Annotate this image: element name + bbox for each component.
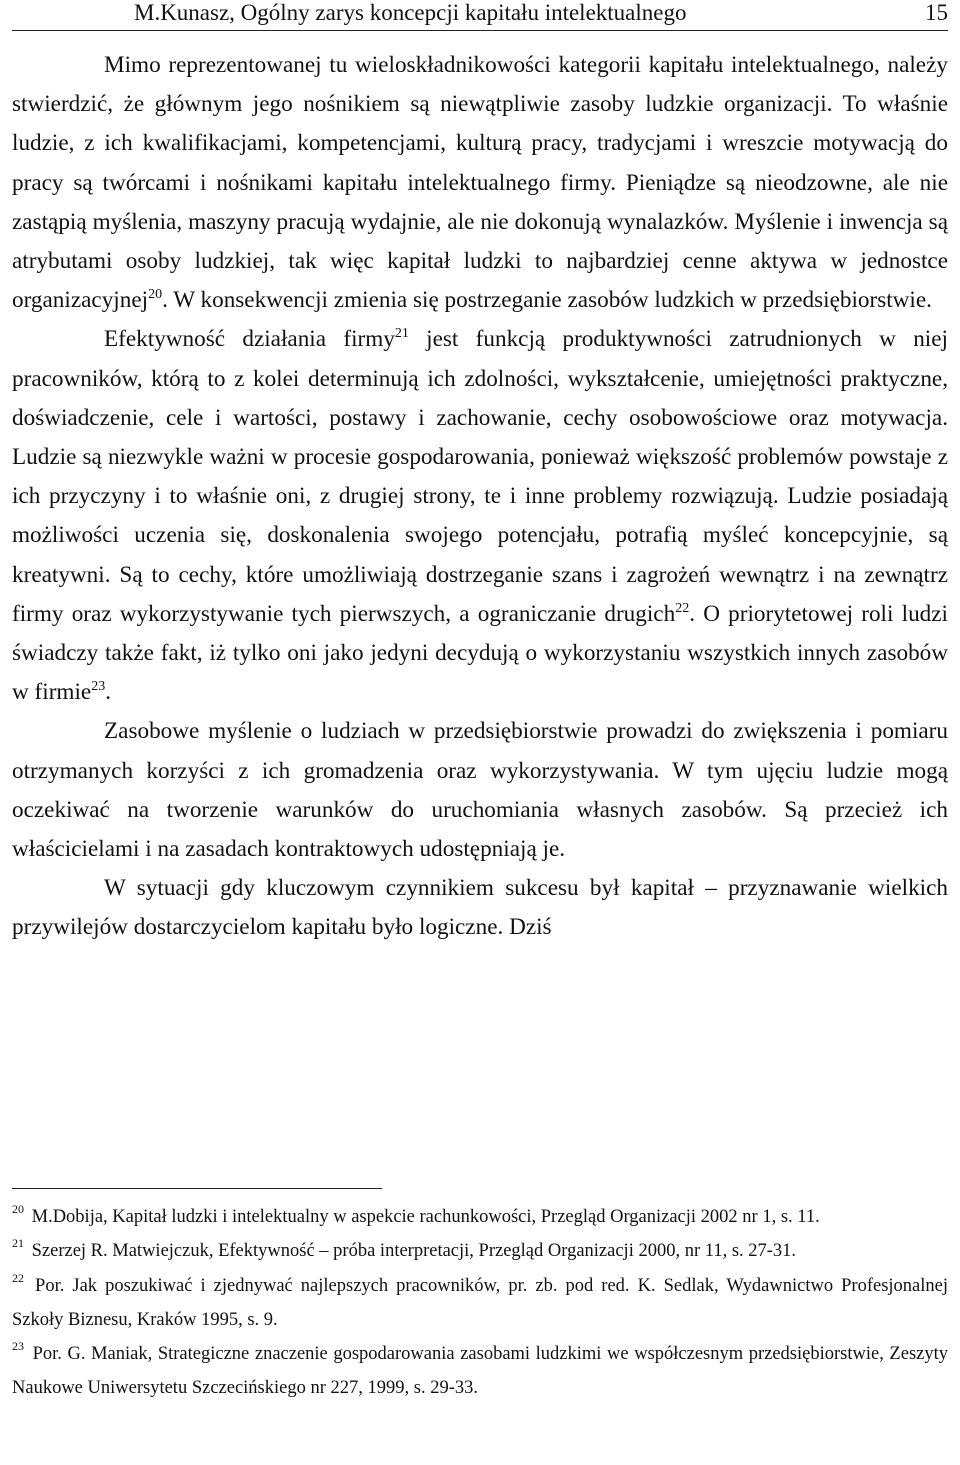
paragraph — [12, 320, 948, 712]
footnotes — [12, 1200, 948, 1406]
footnote-reference: 21 — [394, 326, 409, 342]
text-run: Efektywność działania firmy — [104, 326, 395, 353]
footnote — [12, 1337, 948, 1406]
running-header — [12, 0, 948, 31]
footnote-text: Szerzej R. Matwiejczuk, Efektywność – próba interpretacji, Przegląd Organizacji 2000, nr 11, s. 27-31. — [31, 1241, 797, 1262]
footnote-reference: 23 — [91, 679, 106, 695]
header-title: M.Kunasz, Ogólny zarys koncepcji kapitału intelektualnego — [134, 0, 687, 25]
paragraph — [12, 869, 948, 947]
text-run: W sytuacji gdy kluczowym czynnikiem sukcesu był kapitał – przyznawanie wielkich przywilejów dostarczycielom kapitału było logiczne. Dziś — [12, 875, 948, 941]
footnote-number: 21 — [12, 1236, 24, 1251]
footnote — [12, 1234, 948, 1268]
text-run: . W konsekwencji zmienia się postrzeganie zasobów ludzkich w przedsiębiorstwie. — [162, 287, 932, 314]
footnote-text: Por. G. Maniak, Strategiczne znaczenie gospodarowania zasobami ludzkimi we współczesnym przedsiębiorstwie, Zeszyty Naukowe Uniwersytetu Szczecińskiego nr 227, 1999, s. 29-33. — [12, 1344, 948, 1399]
document-page — [12, 0, 948, 948]
text-run: . O priorytetowej roli ludzi świadczy także fakt, iż tylko oni jako jedyni decydują o wykorzystaniu wszystkich innych zasobów w firmie — [12, 600, 948, 706]
footnote-text: M.Dobija, Kapitał ludzki i intelektualny w aspekcie rachunkowości, Przegląd Organizacji 2002 nr 1, s. 11. — [31, 1207, 820, 1227]
footnote-reference: 22 — [675, 600, 690, 616]
footnote-number: 22 — [12, 1270, 24, 1285]
paragraph — [12, 712, 948, 869]
footnote-number: 20 — [12, 1202, 24, 1216]
footnote-reference: 20 — [148, 287, 163, 303]
body-text — [12, 46, 948, 948]
text-run: Mimo reprezentowanej tu wieloskładnikowości kategorii kapitału intelektualnego, należy stwierdzić, że głównym jego nośnikiem są niewątpliwie zasoby ludzkie organizacji. To właśnie ludzie, z ich kwalifikacjami, kompetencjami, kulturą pracy, tradycjami i wreszcie motywacją do pracy są twórcami i nośnikami kapitału intelektualnego firmy. Pieniądze są nieodzowne, ale nie zastąpią myślenia, maszyny pracują wydajnie, ale nie dokonują wynalazków. Myślenie i inwencja są atrybutami osoby ludzkiej, tak więc kapitał ludzki to najbardziej cenne aktywa w jednostce organizacyjnej — [12, 52, 948, 314]
footnote-text: Por. Jak poszukiwać i zjednywać najlepszych pracowników, pr. zb. pod red. K. Sedlak, Wydawnictwo Profesjonalnej Szkoły Biznesu, Kraków 1995, s. 9. — [12, 1275, 948, 1330]
footnote-separator — [12, 1188, 382, 1189]
text-run: jest funkcją produktywności zatrudnionych w niej pracowników, którą to z kolei determinują ich zdolności, wykształcenie, umiejętności praktyczne, doświadczenie, cele i wartości, postawy i zachowanie, cechy osobowościowe oraz motywacja. Ludzie są niezwykle ważni w procesie gospodarowania, ponieważ większość problemów powstaje z ich przyczyny i to właśnie oni, z drugiej strony, te i inne problemy rozwiązują. Ludzie posiadają możliwości uczenia się, doskonalenia swojego potencjału, potrafią myśleć koncepcyjnie, są kreatywni. Są to cechy, które umożliwiają dostrzeganie szans i zagrożeń wewnątrz i na zewnątrz firmy oraz wykorzystywanie tych pierwszych, a ograniczanie drugich — [12, 326, 948, 627]
footnote-number: 23 — [12, 1339, 24, 1354]
text-run: Zasobowe myślenie o ludziach w przedsiębiorstwie prowadzi do zwiększenia i pomiaru otrzymanych korzyści z ich gromadzenia oraz wykorzystywania. W tym ujęciu ludzie mogą oczekiwać na tworzenie warunków do uruchomiania własnych zasobów. Są przecież ich właścicielami i na zasadach kontraktowych udostępniają je. — [12, 718, 948, 863]
footnote — [12, 1200, 948, 1234]
text-run: . — [105, 679, 111, 706]
paragraph — [12, 46, 948, 320]
page-number: 15 — [925, 0, 948, 25]
footnote — [12, 1269, 948, 1338]
